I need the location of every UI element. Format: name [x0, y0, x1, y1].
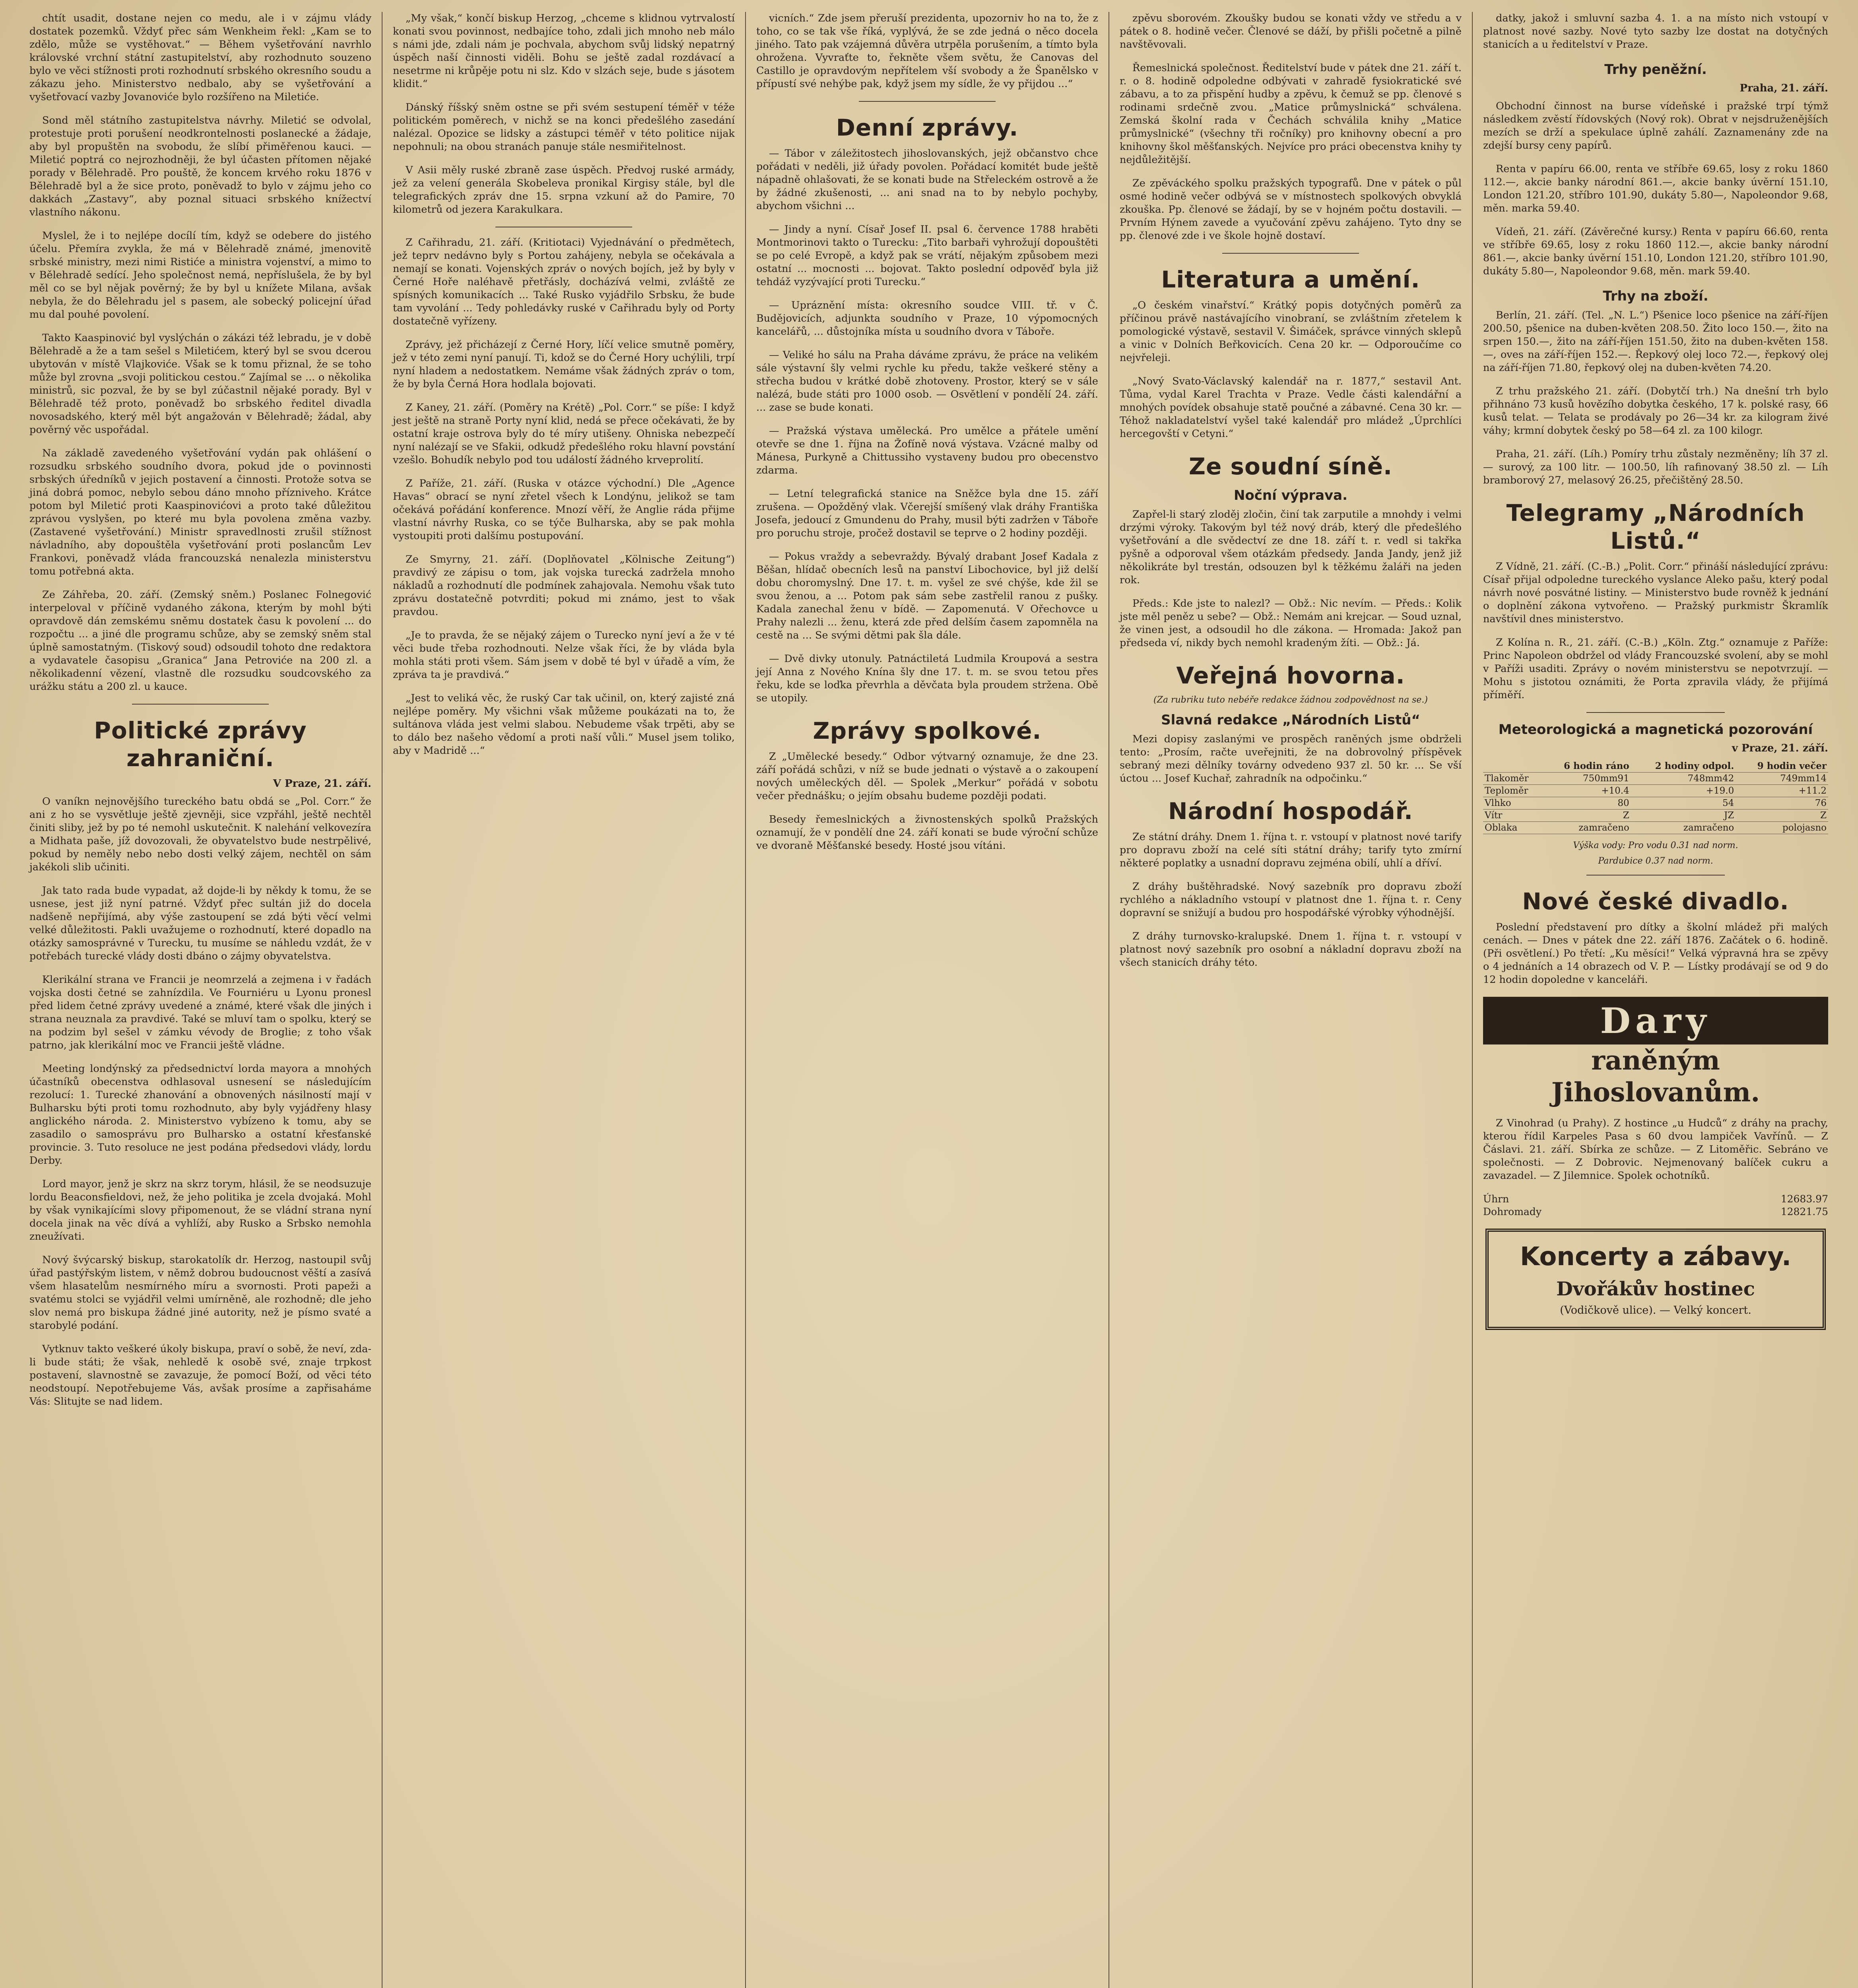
article-paragraph: Ze Záhřeba, 20. září. (Zemský sněm.) Poslanec Folnegović interpeloval v příčině vydaného zákona, kterým by mohl býti opravdově dán zemskému sněmu dostatek času k povolení ... do rozpočtu ... a jiné dle programu schůze, aby se zemský sněm stal úplně samostatným. (Tiskový soud) odsoudil tohoto dne redaktora a vydavatele časopisu „Granica“ Jana Petroviće na 200 zl. a několikadenní vězení, vlastně dle rozsudku soudcovského za urážku státu a 200 zl. u kauce. — [29, 589, 371, 693]
article-paragraph: — Dvě divky utonuly. Patnáctiletá Ludmila Kroupová a sestra její Anna z Nového Knína šly dne 17. t. m. se svou tetou přes řeku, kde se loďka převrhla a děvčata byla proudem stržena. Obě se utopily. — [756, 653, 1098, 704]
article-paragraph: Předs.: Kde jste to nalezl? — Obž.: Nic nevím. — Předs.: Kolik jste měl peněz u sebe? — Obž.: Nemám ani krejcar. — Soud uznal, že vinen jest, a odsoudil ho dle zákona. — Hromada: Jakož pan předseda ví, nikdy bych nemohl kradeným žíti. — Obž.: Já. — [1120, 598, 1462, 649]
column-5 — [1473, 12, 1839, 1988]
article-paragraph: Praha, 21. září. (Líh.) Pomíry trhu zůstaly nezměněny; líh 37 zl. — surový, za 100 litr. — 100.50, líh rafinovaný 38.50 zl. — Líh bramborový 27, melasový 26.25, přečištěný 28.50. — [1483, 448, 1828, 486]
article-paragraph: Nový švýcarský biskup, starokatolík dr. Herzog, nastoupil svůj úřad pastýřským listem, v němž dobrou budoucnost věští a zasívá všem hlasatelům nesmírného míru a svornosti. Proti papeži a svatému stolci se vyjádřil velmi umírněně, ale rozhodně; dle jeho slov nemá pro biskupa žádné jiné autority, než je písmo svaté a starobylé podání. — [29, 1254, 371, 1332]
weather-header-cell: 2 hodiny odpol. — [1631, 760, 1736, 773]
article-paragraph: Renta v papíru 66.00, renta ve stříbře 69.65, losy z roku 1860 112.—, akcie banky národní 861.—, akcie banky úvěrní 151.10, London 121.20, stříbro 101.90, dukáty 5.80—, Napoleondor 9.68, měn. marka 59.40. — [1483, 163, 1828, 214]
subsection-heading: Meteorologická a magnetická pozorování — [1498, 722, 1813, 738]
article-paragraph: Besedy řemeslnických a živnostenských spolků Pražských oznamují, že v pondělí dne 24. září konati se bude výroční schůze ve dvoraně Měšťanské besedy. Hosté jsou vítáni. — [756, 813, 1098, 852]
article-paragraph: Meeting londýnský za předsednictví lorda mayora a mnohých účastníků obecenstva odhlasoval usnesení se následujícím rezolucí: 1. Turecké zhanování a obnovených násilností mají v Bulharsku býti proti tomu rozhodnuto, aby byly vyjádřeny hlasy anglického národa. 2. Ministerstvo vybízeno k tomu, aby se zasadilo o samosprávu pro Bulharsko a ostatní křesťanské provincie. 3. Tuto resoluce ne jest podána předsedovi vlády, lordu Derby. — [29, 1063, 371, 1167]
weather-cell: Tlakoměr — [1483, 773, 1543, 785]
section-divider — [1222, 253, 1359, 254]
weather-header-cell: 9 hodin večer — [1736, 760, 1828, 773]
article-paragraph: Vídeň, 21. září. (Závěrečné kursy.) Renta v papíru 66.60, renta ve stříbře 69.65, losy z roku 1860 112.—, akcie banky národní 861.—, akcie banky úvěrní 151.10, London 121.20, stříbro 101.90, dukáty 5.80—, Napoleondor 9.68, měn. mark 59.40. — [1483, 226, 1828, 277]
subsection-heading: Trhy peněžní. — [1604, 62, 1707, 78]
article-paragraph: — Tábor v záležitostech jihoslovanských, jejž občanstvo chce pořádati v neděli, již úřady povolen. Pořádací komitét bude ještě nápadně ohlašovati, že se konati bude na Střeleckém ostrově a že by žádné zkušenosti, ... ani snad na to by nebylo pochyby, abychom všichni ... — [756, 148, 1098, 212]
weather-note: Výška vody: Pro vodu 0.31 nad norm. — [1573, 841, 1738, 850]
weather-row — [1483, 797, 1828, 810]
dateline: Praha, 21. září. — [1740, 82, 1828, 94]
weather-row — [1483, 822, 1828, 834]
article-paragraph: Myslel, že i to nejlépe docílí tím, když se odebere do jistého účelu. Přemíra zvykla, že má v Bělehradě známé, jmenovitě srbské ministry, mezi nimi Ristiće a ministra vojenství, a mimo to v Bělehradě sedící. Jeho společnost nemá, nepříslušela, že by byl měl co se byl nějak pověrný; že by byl u knížete Milana, avšak nebyla, že do Bělehradu jel s pasem, ale sobecký policejní úřad mu dal pouhé povolení. — [29, 230, 371, 320]
article-paragraph: — Pokus vraždy a sebevraždy. Bývalý drabant Josef Kadala z Běšan, hlídač obecních lesů na panství Libochovice, byl již delší dobu choromyslný. Dne 17. t. m. vyšel ze své chýše, kde žil se svou ženou, a ... Potom pak sám sebe zastřelil ranou z pušky. Kadala zanechal ženu v bídě. — Zapomenutá. V Ořechovce u Prahy nalezli ... ženu, která zde před delším časem zapomněla na cestě na ... Se svými dětmi pak šla dále. — [756, 551, 1098, 641]
weather-cell: Vlhko — [1483, 797, 1543, 810]
subsection-heading: Noční výprava. — [1233, 487, 1348, 503]
article-paragraph: datky, jakož i smluvní sazba 4. 1. a na místo nich vstoupí v platnost nové sazby. Nové tyto sazby lze dostat na dotyčných stanicích a u ředitelství v Praze. — [1483, 12, 1828, 50]
section-heading: Telegramy „Národních Listů.“ — [1506, 499, 1805, 554]
section-divider — [132, 704, 269, 705]
weather-cell: 748mm42 — [1631, 773, 1736, 785]
weather-cell: Oblaka — [1483, 822, 1543, 834]
article-paragraph: Z „Umělecké besedy.“ Odbor výtvarný oznamuje, že dne 23. září pořádá schůzi, v níž se bude jednati o výstavě a o zakoupení nových uměleckých děl. — Spolek „Merkur“ pořádá v sobotu večer přednášku; o jejím obsahu budeme později podati. — [756, 751, 1098, 802]
article-paragraph: Z Kolína n. R., 21. září. (C.-B.) „Köln. Ztg.“ oznamuje z Paříže: Princ Napoleon obdržel od vlády Francouzské svolení, aby se mohl v Paříži usaditi. Zprávy o novém ministerstvu se nepotvrzují. — Mohu s jistotou oznámiti, že Porta zpravila vlády, že přijímá příměří. — [1483, 637, 1828, 701]
weather-cell: JZ — [1631, 810, 1736, 822]
article-paragraph: Klerikální strana ve Francii je neomrzelá a zejmena i v řadách vojska dosti četné se zahnízdila. Ve Fourniéru u Lyonu pronesl před lidem četné zprávy uvedené a známé, které však dle jiných i strana neuznala za pravdivé. Také se mluví tam o spolku, který se na podzim byl sešel v zámku vévody de Broglie; z toho však patrno, jak klerikální moc ve Francii ještě vládne. — [29, 974, 371, 1051]
article-paragraph: — Letní telegrafická stanice na Sněžce byla dne 15. září zrušena. — Opožděný vlak. Včerejší smíšený vlak dráhy Františka Josefa, jedoucí z Gmundenu do Prahy, musil býti zadržen v Táboře pro poruchu stroje, pročež dostavil se teprve o 2 hodiny později. — [756, 488, 1098, 539]
article-paragraph: Z Vinohrad (u Prahy). Z hostince „u Hudců“ z dráhy na prachy, kterou řídil Karpeles Pasa s 60 dvou lampiček Vavřínů. — Z Čáslavi. 21. září. Sbírka ze schůze. — Z Litoměřic. Sebráno ve společnosti. — Z Dobrovic. Nejmenovaný balíček cukru a zavazadel. — Z Jilemnice. Spolek ochotníků. — [1483, 1117, 1828, 1182]
concert-advertisement — [1485, 1229, 1826, 1330]
article-paragraph: Takto Kaaspinović byl vyslýchán o zákázi též lebradu, je v době Bělehradě a že a tam sešel s Miletićem, který byl se svou dcerou ubytován v místě Vlajkoviće. Však se k tomu přiznal, že se toho může byl zrovna „svoji politickou cestou.“ Zajímal se ... o několika ministrů, sic pozval, že by se byl zúčastnil nějaké porady. Byl v Bělehradě též proto, poněvadž bo srbského ředitel divadla novosadského, který měl být angažován v Bělehradě; žádal, aby pověrný věc uspořádal. — [29, 332, 371, 436]
article-paragraph: — Jindy a nyní. Císař Josef II. psal 6. července 1788 hraběti Montmorinovi takto o Turecku: „Tito barbaři vyhrožují dopouštěti se po celé Evropě, a když pak se vrátí, nějakým způsobem mezi ostatní ... mocnosti ... bojovat. Takto poslední odpověď byla již tehdáž vyzývající proti Turecku.“ — [756, 223, 1098, 288]
weather-cell: +10.4 — [1543, 785, 1631, 797]
article-paragraph: Zapřel-li starý zloděj zločin, činí tak zarputile a mnohdy i velmi drzými výroky. Takovým byl též nový dráb, který dle předešlého vyšetřování a dle svědectví ze dne 18. září t. r. vedl si takřka pyšně a odporoval všem otázkám předsedy. Janda Jandy, jenž již několikráte byl trestán, odsouzen byl k těžkému žaláři na jeden rok. — [1120, 509, 1462, 586]
sum-value: 12821.75 — [1780, 1206, 1828, 1217]
weather-header-row — [1483, 760, 1828, 773]
weather-cell: Z — [1543, 810, 1631, 822]
weather-header-cell — [1483, 760, 1543, 773]
article-paragraph: Dánský říšský sněm ostne se při svém sestupení téměř v téže politickém poměrech, v nichž se na konci předešlého zasedání nalézal. Opozice se lidsky a zástupci téměř v této politice nijak nepohnuli; na obou stranách panuje stále nesmiřitelnost. — [393, 101, 735, 153]
subsection-heading: Slavná redakce „Národních Listů“ — [1161, 712, 1420, 728]
weather-cell: Z — [1736, 810, 1828, 822]
weather-cell: Vítr — [1483, 810, 1543, 822]
weather-cell: zamračeno — [1543, 822, 1631, 834]
article-paragraph: Z Cařihradu, 21. září. (Kritiotaci) Vyjednávání o předmětech, jež teprv nedávno byly s Portou zahájeny, nebyla se očekávala a nemají se konati. Vojenských zpráv o nových bojích, jež by byly v Černé Hoře naléhavě přetřásly, docházívá velmi, zvláště ze spísných komunikacích ... Také Rusko vyjádřilo Srbsku, že bude tam vyvolání ... Tedy pohledávky ruské v Cařihradu byly od Porty dostatečně vyřízeny. — [393, 237, 735, 327]
article-paragraph: „My však,“ končí biskup Herzog, „chceme s klidnou vytrvalostí konati svou povinnost, nedbajíce toho, zdali jich mnoho neb málo s námi jde, zdali nám je pochvala, abychom svůj lidský nepatrný úspěch naší činnosti viděli. Bohu se ještě zadal rozdávací a nesetrme ni krůpěje potu ni slz. Kdo v slzách seje, bude s jásotem klidit.“ — [393, 12, 735, 90]
donation-sum-row — [1483, 1206, 1828, 1218]
section-heading: Nové české divadlo. — [1522, 888, 1789, 915]
weather-cell: 76 — [1736, 797, 1828, 810]
article-paragraph: chtít usadit, dostane nejen co medu, ale i v zájmu vlády dostatek pozemků. Vždyť přec sám Wenkheim řekl: „Kam se to zdělo, může se vystěhovat.“ — Během vyšetřování navrhlo královské vrchní státní zastupitelství, aby rozhodnuto souzeno bylo ve věci stížnosti proti rozhodnutí srbského okresního soudu a zákazu jeho. Ministerstvo nedbalo, aby se vyšetřování a vyšetřovací vazby Jovanoviće bylo rozšířeno na Miletiće. — [29, 12, 371, 103]
dateline: V Praze, 21. září. — [273, 778, 371, 790]
article-paragraph: Z trhu pražského 21. září. (Dobytčí trh.) Na dnešní trh bylo přihnáno 73 kusů hovězího dobytka českého, 17 k. polské rasy, 66 kusů telat. — Telata se prodávaly po 26—34 kr. za kilogram živé váhy; krmní dobytek český po 58—64 zl. za 100 kilogr. — [1483, 385, 1828, 437]
column-2 — [382, 12, 745, 1988]
weather-row — [1483, 810, 1828, 822]
section-heading: Literatura a umění. — [1161, 266, 1420, 293]
weather-cell: +11.2 — [1736, 785, 1828, 797]
weather-header-cell: 6 hodin ráno — [1543, 760, 1631, 773]
article-paragraph: „Jest to veliká věc, že ruský Car tak učinil, on, který zajisté zná nejlépe poměry. My všichni však můžeme poukázati na to, že sultánova vláda jest velmi slabou. Nebudeme však trpěti, aby se to dálo bez našeho vědomí a proti naší vůli.“ Musel jsem toliko, aby v Madridě ...“ — [393, 692, 735, 757]
editorial-note: (Za rubriku tuto nebéře redakce žádnou zodpovědnost na se.) — [1153, 695, 1428, 705]
column-1 — [19, 12, 382, 1988]
article-paragraph: — Veliké ho sálu na Praha dáváme zprávu, že práce na velikém sále výstavní šly velmi rychle ku předu, takže veškeré stěny a střecha budou v krátké době zhotoveny. Prostor, který se v sále nalézá, bude státi pro 1000 osob. — Osvětlení v pondělí 24. září. ... zase se bude konati. — [756, 349, 1098, 414]
article-paragraph: zpěvu sborovém. Zkoušky budou se konati vždy ve středu a v pátek o 8. hodině večer. Členové se dáží, by přišli početně a pilně navštěvovali. — [1120, 12, 1462, 50]
weather-observations — [1483, 742, 1828, 866]
weather-cell: Teploměr — [1483, 785, 1543, 797]
article-paragraph: Z Paříže, 21. září. (Ruska v otázce východní.) Dle „Agence Havas“ obrací se nyní zřetel všech k Londýnu, jelikož se tam očekává pořádání konference. Mnozí věří, že Anglie ráda přijme vlastní návrhy Ruska, co se týče Bulharska, aby se pak mohla vystoupiti proti dalšímu postupování. — [393, 478, 735, 542]
section-heading: Denní zprávy. — [836, 114, 1019, 141]
sum-label: Dohromady — [1483, 1206, 1542, 1217]
weather-cell: +19.0 — [1631, 785, 1736, 797]
ad-detail: (Vodičkově ulice). — Velký koncert. — [1560, 1304, 1751, 1316]
sum-label: Úhrn — [1483, 1193, 1509, 1205]
article-paragraph: vicních.“ Zde jsem přeruší prezidenta, upozorniv ho na to, že z toho, co se tak vše říká, vyplývá, že se zde jedná o něco docela jiného. Tato pak vzájemná důvěra utrpěla porušením, a tímto byla ohrožena. Vyvraťte to, řekněte všem světu, že Canovas del Castillo je opravdovým nepřítelem vší svobody a že Španělsko v přípustí své nehýbe pak, když jsem my sídle, že vy přijdou ...“ — [756, 12, 1098, 90]
article-paragraph: „Je to pravda, že se nějaký zájem o Turecko nyní jeví a že v té věci bude třeba rozhodnouti. Nelze však říci, že by vláda byla mohla státi proti všem. Sám jsem v době té byl v úřadě a vím, že zpráva ta je pravdivá.“ — [393, 629, 735, 681]
article-paragraph: Z Vídně, 21. září. (C.-B.) „Polit. Corr.“ přináší následující zprávu: Císař přijal odpoledne tureckého vyslance Aleko pašu, který podal návrh nové posvátné listiny. — Ministerstvo bude rovněž k jednání o doplnění zákona vytvořeno. — Pražský purkmistr Škramlík navštívil dnes ministerstvo. — [1483, 561, 1828, 625]
article-paragraph: Obchodní činnost na burse vídeňské i pražské trpí týmž následkem zvěstí řídovských (Nový rok). Obrat v nejsdruženějších mezích se drží a spekulace úplně zahálí. Zaznamenány zde na zdejší bursy ceny papírů. — [1483, 100, 1828, 151]
article-paragraph: „Nový Svato-Václavský kalendář na r. 1877,“ sestavil Ant. Tůma, vydal Karel Trachta v Praze. Vedle části kalendářní a mnohých povídek obsahuje statě poučné a zábavné. Cena 30 kr. — Téhož nakladatelství vyšel také kalendář pro mládež „Úprchlíci hercegovští v Cetyni.“ — [1120, 375, 1462, 440]
article-paragraph: Ze Smyrny, 21. září. (Doplňovatel „Kölnische Zeitung“) pravdivý ze zápisu o tom, jak vojska turecká zadržela mnoho nákladů a rozhodnutí dle podmínek zahajovala. Nemohu však tuto zprávu dostatečně potvrditi; pokud mi známo, jest to však pravdou. — [393, 553, 735, 618]
article-paragraph: „O českém vinařství.“ Krátký popis dotyčných poměrů za příčinou právě nastávajícího vinobraní, se zvláštním zřetelem k pomologické výstavě, sestavil V. Šimáček, správce vinných sklepů a vinic v Dolních Beřkovicích. Cena 20 kr. — Odporoučíme co nejvřeleji. — [1120, 299, 1462, 364]
article-paragraph: Lord mayor, jenž je skrz na skrz torym, hlásil, že se neodsuzuje lordu Beaconsfieldovi, než, že jeho politika je zcela dvojaká. Mohl by však vynikajícími slovy připomenout, že se vládní strana nyní docela jinak na věc dívá a vyhlíží, aby Rusko a Srbsko nemohla zneužívati. — [29, 1178, 371, 1242]
section-heading: Veřejná hovorna. — [1176, 662, 1405, 689]
weather-cell: polojasno — [1736, 822, 1828, 834]
article-paragraph: Ze zpěváckého spolku pražských typografů. Dne v pátek o půl osmé hodině večer odbývá se v místnostech spolkových obvyklá zkouška. Pp. členové se žádají, by se v hojném počtu dostavili. — Prvním Hýnem zavede a vyučování zpěvu zahájeno. Tyto dny se pp. členové zde i ve škole hojně dostaví. — [1120, 177, 1462, 242]
article-paragraph: Jak tato rada bude vypadat, až dojde-li by někdy k tomu, že se usnese, jest již nyní patrné. Vždyť přec sultán již do docela nadšeně nepřijímá, aby výše zastoupení se zdá býti věcí velmi velké důležitosti. Pakli uvažujeme o rozhodnutí, které dopadlo na otázky samosprávné v Turecku, tu musíme se náhledu vzdát, že v potřebách turecké vlády dosti dbáno o zájmy obyvatelstva. — [29, 885, 371, 962]
sum-value: 12683.97 — [1780, 1193, 1828, 1205]
article-paragraph: Vytknuv takto veškeré úkoly biskupa, praví o sobě, že neví, zda-li bude státi; že však, nehledě k osobě své, znaje trpkost postavení, slavnostně se zavazuje, že pomocí Boží, od věci této neodstoupí. Nepotřebujeme Vás, avšak prosíme a zapřisaháme Vás: Slitujte se nad lidem. — [29, 1343, 371, 1408]
section-heading: Ze soudní síně. — [1188, 453, 1393, 480]
article-paragraph: Zprávy, jež přicházejí z Černé Hory, líčí velice smutně poměry, jež v této zemi nyní panují. Ti, kdož se do Černé Hory uchýlili, trpí nyní hladem a nedostatkem. Nemáme však žádných zpráv o tom, že by byla Černá Hora hodlala bojovati. — [393, 339, 735, 390]
subsection-heading: Trhy na zboží. — [1603, 288, 1709, 304]
donation-sum-row — [1483, 1193, 1828, 1206]
article-paragraph: — Upráznění místa: okresního soudce VIII. tř. v Č. Budějovicích, adjunkta soudního v Praze, 10 výpomocných kancelářů, ... důstojníka místa u soudního dvora v Táboře. — [756, 299, 1098, 338]
article-paragraph: Na základě zavedeného vyšetřování vydán pak ohlášení o rozsudku srbského soudního dvora, pokud jde o povinnosti srbských úředníků v jejich postavení a činnosti. Protože sotva se jiná dobrá pomoc, nebylo sebou dáno mnoho přízniveho. Krátce potom byl Miletić proti Kaaspinovićovi a proto také důležitou zprávou vyslyšen, po které mu byla povolena změna vazby. (Zastavené vyšetřování.) Ministr spravedlnosti zrušil stížnost návladního, aby dopouštěla vyšetřování proti poslancům Lev Frankovi, poněvadž vláda francouzská nenalezla ministerstvu tomu potřebná akta. — [29, 447, 371, 577]
article-paragraph: Z dráhy turnovsko-kralupské. Dnem 1. října t. r. vstoupí v platnost nový sazebník pro osobní a nákladní dopravu zboží na všech stanicích dráhy této. — [1120, 930, 1462, 969]
section-heading: Politické zprávy zahraniční. — [94, 717, 307, 772]
section-divider — [1586, 712, 1724, 713]
article-paragraph: Sond měl státního zastupitelstva návrhy. Miletić se odvolal, protestuje proti porušení neodkrontelnosti poslanecké a žádaje, aby byl propuštěn na svobodu, že slíbí přiměřenou kauci. — Miletić poptrá co nejrozhodněji, že byl účasten přítomen nějaké porady v Bělehradě. Pro pouště, že koncem krvého roku 1876 v Bělehradě byl a že sice proto, poněvadž to bylo v zájmu jeho co dakkách „Zastavy“, aby poznal situaci srbského knížectví vlastního nákonu. — [29, 115, 371, 218]
article-paragraph: Mezi dopisy zaslanými ve prospěch raněných jsme obdrželi tento: „Prosím, račte uveřejniti, že na dobrovolný příspěvek sebraný mezi dělníky továrny odvedeno 937 zl. 50 kr. ... Se vší úctou ... Josef Kuchař, zahradník na odpočinku.“ — [1120, 733, 1462, 784]
section-divider — [859, 101, 996, 102]
donations-subheading: raněným Jihoslovanům. — [1551, 1045, 1760, 1108]
article-paragraph: Berlín, 21. září. (Tel. „N. L.“) Pšenice loco pšenice na září-říjen 200.50, pšenice na duben-květen 208.50. Žito loco 150.—, žito na srpen 150.—, žito na září-říjen 151.50, žito na duben-květen 158.—, oves na září-říjen 152.—. Řepkový olej loco 72.—, řepkový olej na září-říjen 71.80, řepkový olej na duben-květen 74.20. — [1483, 309, 1828, 374]
weather-cell: 80 — [1543, 797, 1631, 810]
weather-row — [1483, 773, 1828, 785]
column-4 — [1109, 12, 1472, 1988]
section-heading: Národní hospodář. — [1168, 798, 1413, 825]
article-paragraph: V Asii měly ruské zbraně zase úspěch. Předvoj ruské armády, jež za velení generála Skobeleva pronikal Kirgisy stále, byl dle telegrafických zpráv dne 15. srpna vzkuní až do Pamire, 70 kilometrů od jezera Karakulkara. — [393, 164, 735, 215]
donations-heading: Dary — [1483, 997, 1828, 1044]
weather-cell: 750mm91 — [1543, 773, 1631, 785]
article-paragraph: Z Kaney, 21. září. (Poměry na Krétě) „Pol. Corr.“ se píše: I když jest ještě na straně Porty nyní klid, nedá se přece očekávati, že by ostatní kraje ostrova byly do té míry utišeny. Ohniska nebezpečí nyní nalézají se ve Sfakii, odkudž předešlého roku hlavní povstání vzešlo. Bohudík nebylo pod tou událostí žádného krveprolití. — [393, 402, 735, 466]
article-paragraph: — Pražská výstava umělecká. Pro umělce a přátele umění otevře se dne 1. října na Žofíně nová výstava. Vzácné malby od Mánesa, Purkyně a Chittussiho vystaveny budou pro obecenstvo zdarma. — [756, 425, 1098, 476]
weather-cell: 54 — [1631, 797, 1736, 810]
weather-note: Pardubice 0.37 nad norm. — [1598, 856, 1713, 866]
article-paragraph: Poslední představení pro dítky a školní mládež při malých cenách. — Dnes v pátek dne 22. září 1876. Začátek o 6. hodině. (Při osvětlení.) Po třetí: „Ku měsíci!“ Velká výpravná hra se zpěvy o 4 jednáních a 14 obrazech od V. P. — Lístky prodávají se od 9 do 12 hodin dopoledne v kanceláři. — [1483, 921, 1828, 986]
article-paragraph: O vaníkn nejnovějšího tureckého batu obdá se „Pol. Corr.“ že ani z ho se vysvětluje ještě zjevněji, sice vzpřáhl, ještě nechtěl činiti sliby, jež by po té nemohl uskutečnit. K nalehání velkovezíra a Midhata paše, jíž dovozovali, že obyvatelstvo bude nestrpělivé, pokud by neměly nebo nebo dosti velký zájem, nechtěl on sám jakékoli slib učiniti. — [29, 796, 371, 873]
article-paragraph: Z dráhy buštěhradské. Nový sazebník pro dopravu zboží rychlého a nákladního vstoupí v platnost dne 1. října t. r. Ceny dopravní se snižují a budou pro hospodářské výrobky výhodnější. — [1120, 881, 1462, 919]
weather-cell: zamračeno — [1631, 822, 1736, 834]
article-paragraph: Řemeslnická společnost. Ředitelství bude v pátek dne 21. září t. r. o 8. hodině odpoledne odbývati v zahradě fysiokratické své zábavu, a to za přispění hudby a zpěvu, k čemuž se pp. členové s rodinami srdečně zvou. „Matice průmyslnická“ schválena. Zemská školní rada v Čechách schválila knihy „Matice průmyslnické“ (všechny tři ročníky) pro knihovny obecní a pro knihovny škol měšťanských. Nejvíce pro práci obecenstva knihy ty nejdůležitější. — [1120, 62, 1462, 166]
weather-dateline: v Praze, 21. září. — [1732, 742, 1828, 754]
article-paragraph: Ze státní dráhy. Dnem 1. října t. r. vstoupí v platnost nové tarify pro dopravu zboží na celé síti státní dráhy; tarify tyto zmírní některé poplatky a usnadní dopravu zejména obilí, uhlí a dříví. — [1120, 831, 1462, 869]
ad-title: Koncerty a zábavy. — [1520, 1242, 1792, 1272]
weather-row — [1483, 785, 1828, 797]
weather-table — [1483, 760, 1828, 834]
section-divider — [1586, 875, 1724, 876]
column-3 — [746, 12, 1109, 1988]
section-heading: Zprávy spolkové. — [813, 717, 1042, 744]
weather-cell: 749mm14 — [1736, 773, 1828, 785]
ad-venue: Dvořákův hostinec — [1556, 1278, 1755, 1300]
